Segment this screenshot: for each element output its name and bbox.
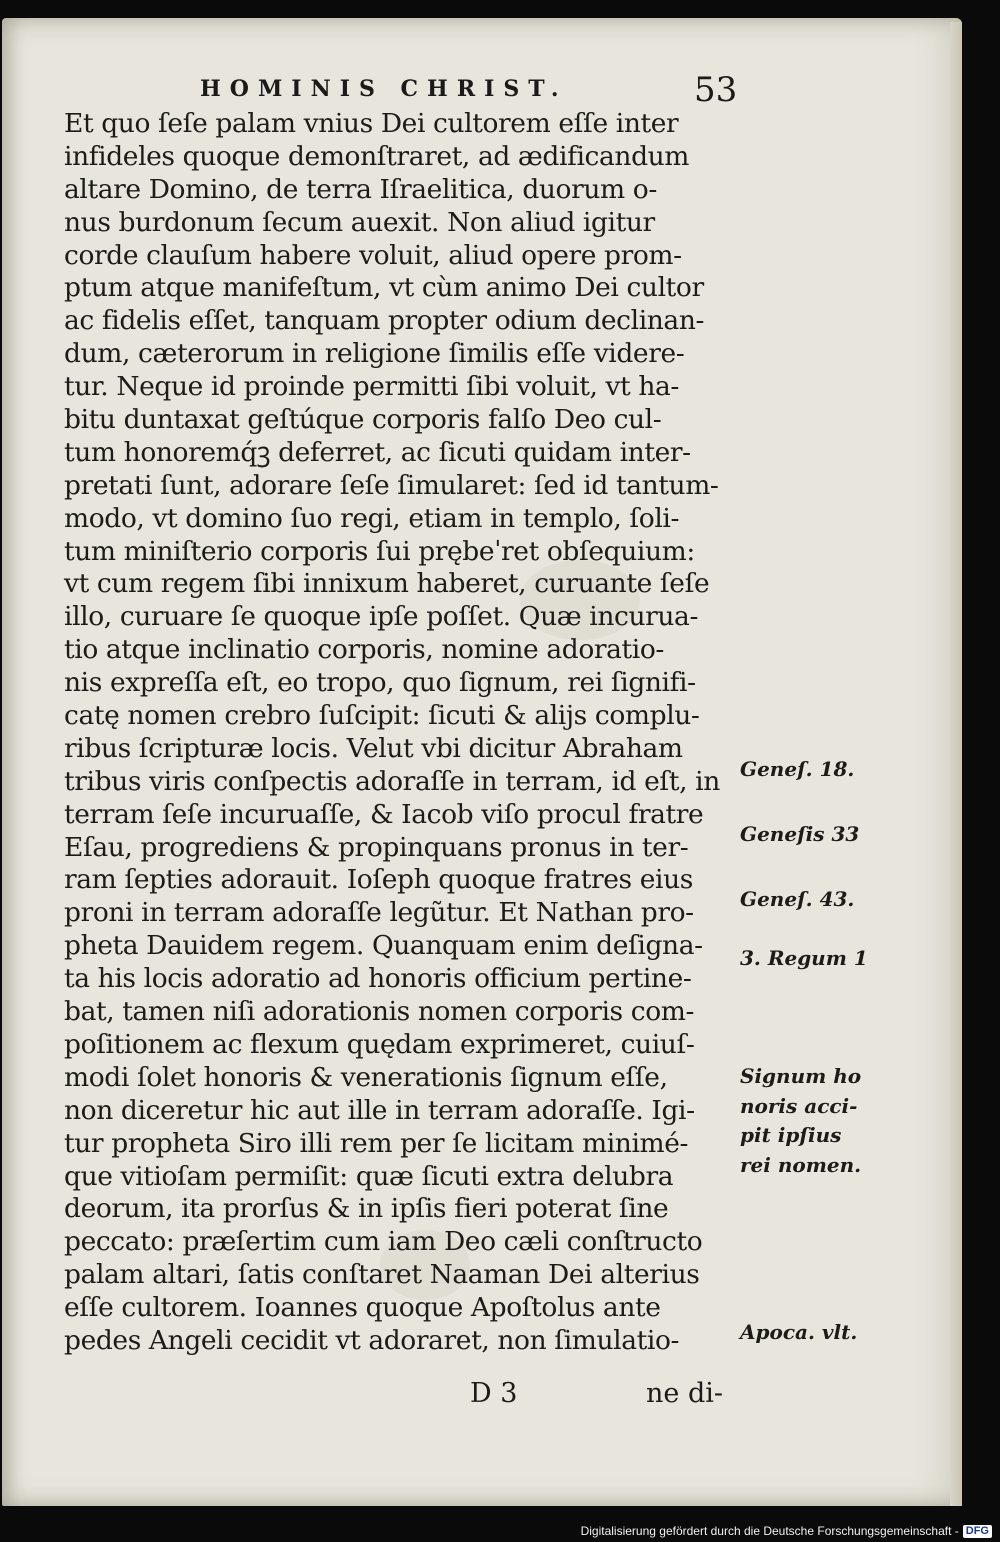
text-line: que vitioſam permiſit: quæ ſicuti extra delubra (64, 1160, 674, 1192)
text-line: proni in terram adoraſſe legũtur. Et Nathan pro- (64, 897, 694, 929)
text-line: tur. Neque id proinde permitti ſibi voluit, vt ha- (64, 371, 679, 403)
text-line: infideles quoque demonſtraret, ad ædificandum (64, 140, 690, 172)
text-line: ac fidelis eſſet, tanquam propter odium declinan- (64, 305, 705, 337)
text-line: ribus ſcripturæ locis. Velut vbi dicitur Abraham (64, 732, 683, 764)
text-line: tum honoremq́ꝫ deferret, ac ſicuti quidam inter- (64, 436, 691, 468)
text-line: modo, vt domino ſuo regi, etiam in templo, ſoli- (64, 502, 680, 534)
text-line: ta his locis adoratio ad honoris officium pertine- (64, 963, 692, 995)
text-line: tio atque inclinatio corporis, nomine adoratio- (64, 634, 664, 666)
page-edge (950, 22, 962, 1506)
text-line: Eſau, progrediens & propinquans pronus in ter- (64, 831, 689, 863)
text-line: bat, tamen niſi adorationis nomen corporis com- (64, 996, 695, 1028)
body-text (64, 108, 744, 1358)
text-line: deorum, ita prorſus & in ipſis fieri poterat ſine (64, 1193, 669, 1225)
page-header (200, 70, 738, 110)
text-line: pedes Angeli cecidit vt adoraret, non ſimulatio- (64, 1324, 680, 1356)
marginal-note-gen33: Geneſis 33 (740, 822, 860, 846)
text-line: non diceretur hic aut ille in terram adoraſſe. Igi- (64, 1094, 695, 1126)
text-line: modi ſolet honoris & venerationis ſignum eſſe, (64, 1061, 668, 1093)
text-line: pheta Dauidem regem. Quanquam enim deſigna- (64, 930, 703, 962)
text-line: poſitionem ac flexum quędam exprimeret, cuiuſ- (64, 1028, 695, 1060)
text-line: dum, cæterorum in religione ſimilis eſſe videre- (64, 338, 685, 370)
text-line: ptum atque manifeſtum, vt cùm animo Dei cultor (64, 272, 704, 304)
text-line: terram ſeſe incuruaſſe, & Iacob viſo procul fratre (64, 798, 704, 830)
text-line: tur propheta Siro illi rem per ſe licitam minimé- (64, 1127, 689, 1159)
marginal-note-gen18: Geneſ. 18. (740, 757, 855, 781)
text-line: peccato: præſertim cum iam Deo cæli conſtructo (64, 1226, 703, 1258)
marginal-note-line: rei nomen. (740, 1152, 862, 1177)
text-line: illo, curuare ſe quoque ipſe poſſet. Quæ incurua- (64, 601, 699, 633)
signature-mark: D 3 (470, 1378, 518, 1409)
text-line: nis expreſſa eſt, eo tropo, quo ſignum, rei ſignifi- (64, 667, 696, 699)
marginal-note-signum (740, 1062, 861, 1180)
text-line: tribus viris conſpectis adoraſſe in terram, id eſt, in (64, 765, 720, 797)
text-line: altare Domino, de terra Iſraelitica, duorum o- (64, 173, 657, 205)
marginal-note-line: Signum ho (740, 1064, 862, 1088)
marginal-note-reg1: 3. Regum 1 (740, 946, 868, 970)
marginal-note-line: noris acci- (740, 1093, 858, 1118)
text-line: palam altari, ſatis conſtaret Naaman Dei alterius (64, 1259, 700, 1291)
digitization-credit (581, 1524, 992, 1538)
text-line: nus burdonum ſecum auexit. Non aliud igitur (64, 206, 655, 238)
marginal-note-apoc: Apoca. vlt. (740, 1320, 858, 1344)
text-line: eſſe cultorem. Ioannes quoque Apoſtolus ante (64, 1292, 661, 1324)
marginal-note-line: pit ipſius (740, 1123, 842, 1148)
page-number: 53 (694, 70, 738, 110)
text-line: catę nomen crebro ſuſcipit: ſicuti & alijs complu- (64, 700, 700, 732)
text-line: tum miniſterio corporis ſui prębeˈret obſequium: (64, 535, 695, 567)
dfg-logo: DFG (963, 1525, 992, 1538)
text-line: pretati ſunt, adorare ſeſe ſimularet: ſed id tantum- (64, 469, 719, 501)
text-line: bitu duntaxat geſtúque corporis falſo Deo cul- (64, 404, 662, 436)
text-line: ram ſepties adorauit. Ioſeph quoque fratres eius (64, 864, 693, 896)
catchword: ne di- (646, 1378, 723, 1409)
text-line: vt cum regem ſibi innixum haberet, curuante ſeſe (64, 568, 710, 600)
text-line: corde clauſum habere voluit, aliud opere prom- (64, 239, 682, 271)
running-head: HOMINIS CHRIST. (200, 76, 568, 102)
page-footer (470, 1378, 770, 1418)
text-line: Et quo ſeſe palam vnius Dei cultorem eſſe inter (64, 108, 679, 139)
credit-text: Digitalisierung gefördert durch die Deutsche Forschungsgemeinschaft - (580, 1524, 959, 1538)
marginal-note-gen43: Geneſ. 43. (740, 887, 855, 911)
